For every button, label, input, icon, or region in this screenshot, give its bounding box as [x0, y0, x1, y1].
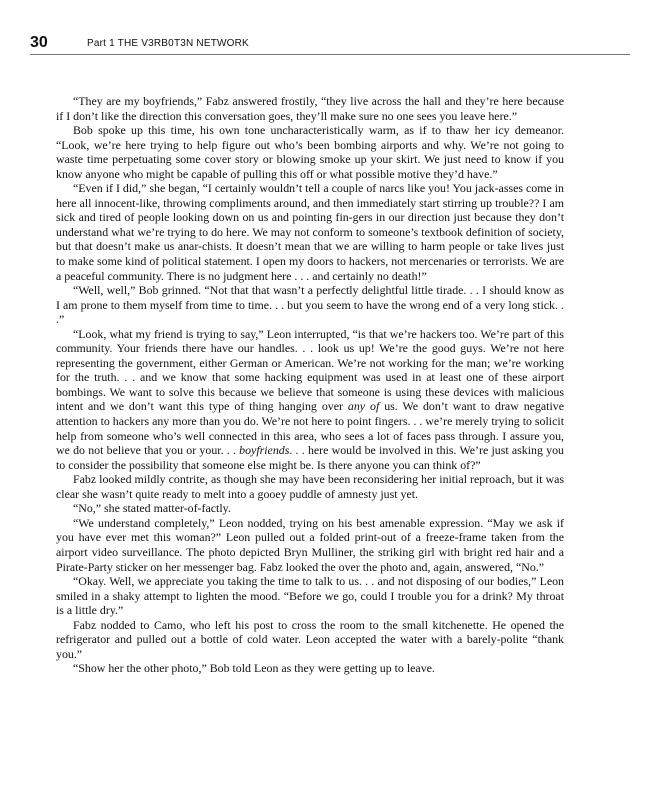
paragraph: “Even if I did,” she began, “I certainly wouldn’t tell a couple of narcs like you! You jack-asses come in here all innocent-like, throwing compliments around, and then immediately start stirring up trouble?? I am sick and tired of people looking down on us and pointing fin-gers in our direction just because they don’t understand what we’re trying to do here. We may not conform to someone’s textbook definition of society, but that doesn’t make us anar-chists. It doesn’t mean that we are willing to harm people or take lives just to make some kind of political statement. I open my doors to hackers, not mercenaries or terrorists. We are a peaceful community. There is no judgment here . . . and certainly no death!” — [56, 181, 564, 283]
paragraph: “Well, well,” Bob grinned. “Not that that wasn’t a perfectly delightful little tirade. . . I should know as I am prone to them myself from time to time. . . but you seem to have the wrong end of a very long stick. . .” — [56, 283, 564, 327]
paragraph: “Show her the other photo,” Bob told Leon as they were getting up to leave. — [73, 661, 435, 676]
running-head: Part 1 THE V3RB0T3N NETWORK — [87, 38, 249, 49]
paragraph: “They are my boyfriends,” Fabz answered frostily, “they live across the hall and they’re here because if I don’t like the direction this conversation goes, they’ll make sure no one sees you leave here.” — [56, 94, 564, 123]
paragraph: Fabz nodded to Camo, who left his post to cross the room to the small kitchenette. He opened the refrigerator and pulled out a bottle of cold water. Leon accepted the water with a barely-polite “thank you.” — [56, 617, 564, 661]
paragraph: “Look, what my friend is trying to say,” Leon interrupted, “is that we’re hackers too. We’re part of this community. Your friends there have our handles. . . look us up! We’re the good guys. We’re not here representing the government, either German or American. We’re not working for the man; we’re working for the truth. . . and we know that some hacking equipment was used in at least one of these airport bombings. We want to solve this because we believe that someone is using these devices with malicious intent and we don’t want this type of thing hanging over any of us. We don’t want to draw negative attention to hackers any more than you do. We’re not here to point fingers. . . we’re merely trying to solicit help from someone who’s well connected in this area, who sees a lot of faces pass through. I assure you, we do not believe that you or your. . . boyfriends. . . here would be involved in this. We’re just asking you to consider the possibility that someone else might be. Is there anyone you can think of?” — [56, 326, 564, 472]
page-number: 30 — [30, 34, 48, 51]
paragraph: “Okay. Well, we appreciate you taking the time to talk to us. . . and not disposing of our bodies,” Leon smiled in a shaky attempt to lighten the mood. “Before we go, could I trouble you for a drink? My throat is a little dry.” — [56, 574, 564, 618]
paragraph: “We understand completely,” Leon nodded, trying on his best amenable expression. “May we ask if you have ever met this woman?” Leon pulled out a folded print-out of a freeze-frame taken from the airport video surveillance. The photo depicted Bryn Mulliner, the striking girl with bright red hair and a Pirate-Party sticker on her messenger bag. Fabz looked the over the photo and, again, answered, “No.” — [56, 515, 564, 574]
paragraph: “No,” she stated matter-of-factly. — [73, 501, 231, 516]
paragraph: Bob spoke up this time, his own tone uncharacteristically warm, as if to thaw her icy demeanor. “Look, we’re here trying to help figure out who’s been bombing airports and why. We’re not going to waste time perpetuating some cover story or blowing smoke up your skirt. We just need to know if you know anyone who might be capable of pulling this off or what possible motive they’d have.” — [56, 123, 564, 181]
body-text — [56, 94, 564, 676]
header-rule — [30, 54, 630, 55]
emphasis: boyfriends — [239, 443, 290, 458]
paragraph: Fabz looked mildly contrite, as though she may have been reconsidering her initial reproach, but it was clear she wasn’t quite ready to melt into a gooey puddle of amnesty just yet. — [56, 472, 564, 501]
emphasis: any of — [347, 399, 380, 414]
page-header — [30, 34, 630, 54]
